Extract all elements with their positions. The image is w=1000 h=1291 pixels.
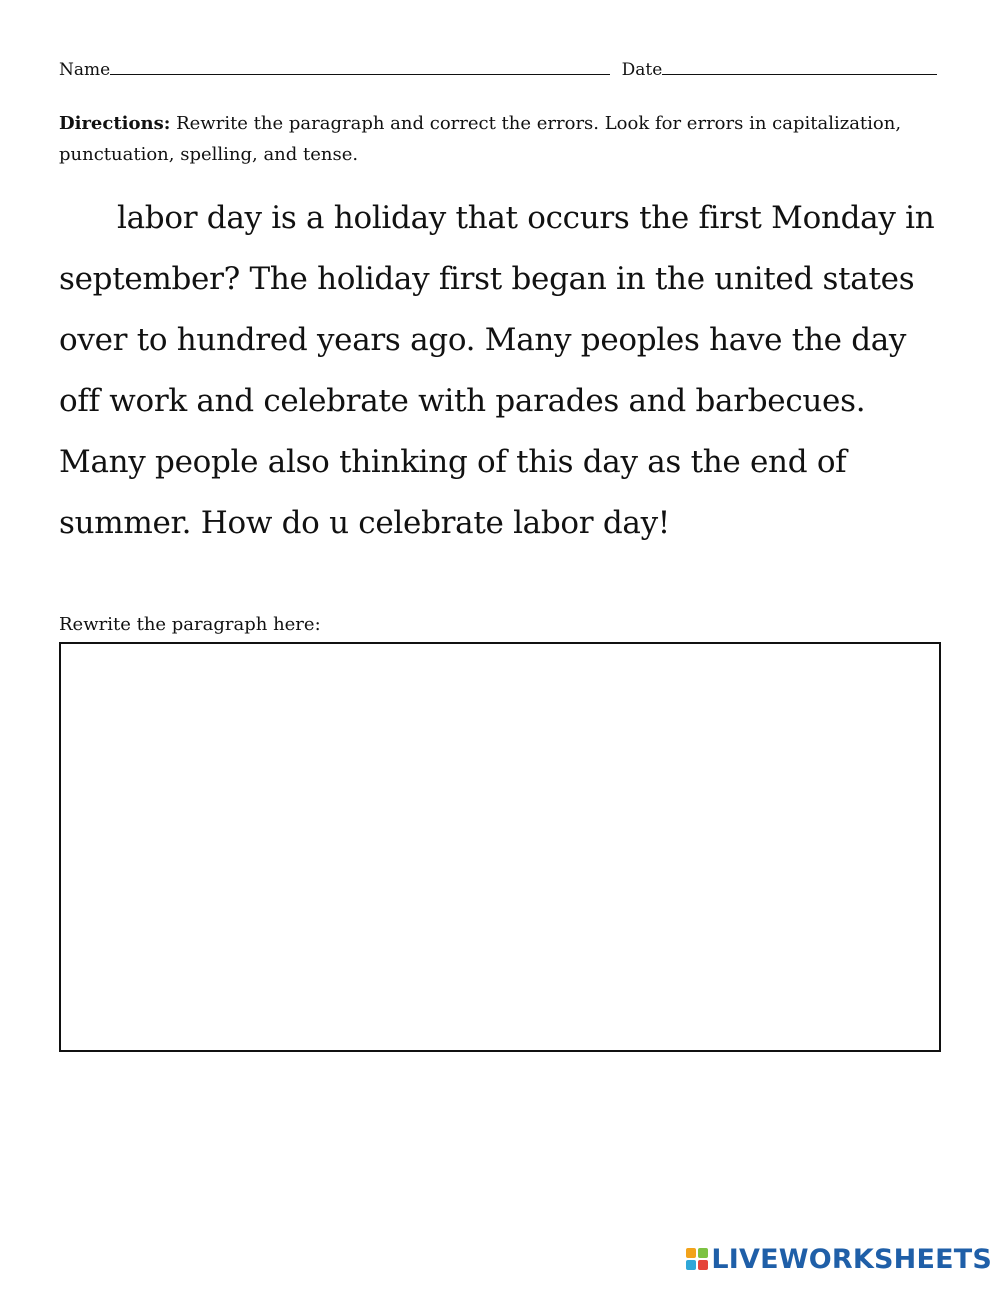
logo-tile-1 [686, 1248, 696, 1258]
directions-label: Directions: [59, 113, 171, 134]
name-label: Name [59, 60, 111, 80]
date-field[interactable] [622, 58, 938, 82]
logo-icon [686, 1248, 708, 1270]
directions [59, 108, 929, 170]
liveworksheets-logo [686, 1243, 992, 1275]
logo-tile-4 [698, 1260, 708, 1270]
logo-text: LIVEWORKSHEETS [711, 1243, 992, 1275]
answer-box[interactable] [59, 642, 941, 1052]
logo-tile-3 [686, 1260, 696, 1270]
name-blank-line[interactable] [110, 58, 610, 75]
header-fields [59, 58, 939, 82]
date-blank-line[interactable] [662, 58, 937, 75]
date-label: Date [621, 60, 663, 80]
rewrite-label: Rewrite the paragraph here: [59, 614, 321, 635]
logo-tile-2 [698, 1248, 708, 1258]
error-paragraph: labor day is a holiday that occurs the first Monday in september? The holiday first began in the united states over to hundred years ago. Many peoples have the day off work and celebrate with parades and barbecues. Many people also thinking of this day as the end of summer. How do u celebrate labor day! [59, 200, 935, 541]
directions-text: Rewrite the paragraph and correct the errors. Look for errors in capitalization, punctuation, spelling, and tense. [59, 113, 902, 165]
name-field[interactable] [59, 58, 610, 82]
